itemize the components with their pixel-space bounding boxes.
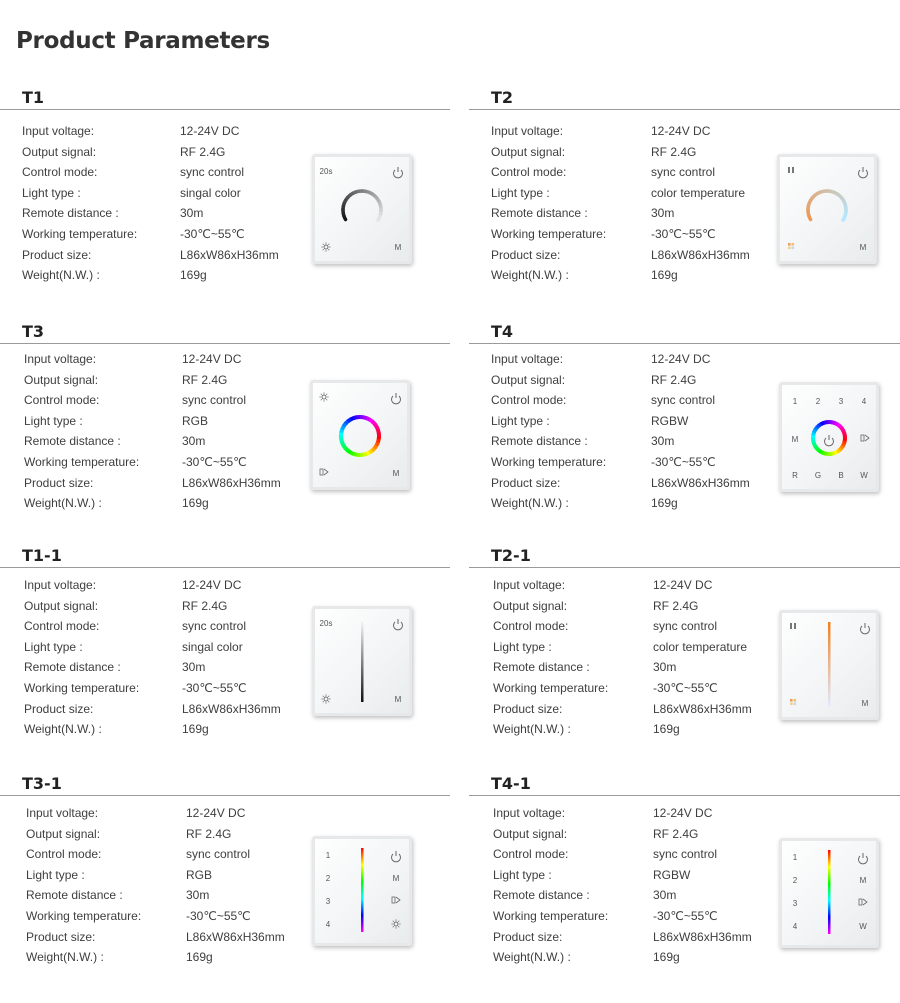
spec-value: L86xW86xH36mm — [653, 701, 752, 716]
zone-key: 2 — [325, 874, 331, 883]
section-divider — [469, 795, 900, 796]
panel-graphic — [777, 154, 877, 264]
spec-value: 12-24V DC — [651, 124, 711, 138]
panel-graphic — [312, 154, 412, 264]
spec-value: RF 2.4G — [182, 598, 228, 613]
spec-label: Input voltage: — [493, 578, 566, 592]
spec-label: Input voltage: — [491, 124, 564, 138]
spec-value: RF 2.4G — [186, 826, 232, 841]
spec-label: Weight(N.W.) : — [491, 496, 569, 511]
speed-icon — [861, 435, 869, 441]
spec-value: 169g — [182, 722, 209, 737]
product-name: T4 — [491, 322, 514, 341]
power-icon — [392, 851, 401, 862]
wall-panel-image — [312, 154, 412, 264]
panel-graphic — [779, 382, 879, 492]
slider-bar — [828, 622, 831, 706]
spec-value: L86xW86xH36mm — [182, 701, 281, 716]
panel-graphic — [779, 838, 879, 948]
mode-key: M — [791, 435, 799, 444]
spec-value: RGB — [186, 867, 213, 882]
spec-value: color temperature — [651, 185, 746, 200]
spec-value: 169g — [180, 268, 207, 283]
spec-label: Weight(N.W.) : — [26, 950, 104, 965]
spec-label: Input voltage: — [24, 352, 97, 366]
panel-key-label: 20s — [319, 619, 333, 628]
product-name: T4-1 — [491, 774, 531, 793]
section-divider — [0, 109, 450, 110]
zone-key: 3 — [792, 899, 798, 908]
spec-value: RF 2.4G — [651, 372, 697, 387]
spec-label: Output signal: — [24, 598, 99, 613]
speed-icon — [320, 469, 328, 475]
zone-key: 4 — [792, 922, 798, 931]
zone-key: 4 — [325, 920, 331, 929]
power-icon — [859, 167, 868, 178]
spec-label: Product size: — [493, 929, 563, 944]
zone-key: 2 — [792, 876, 798, 885]
spec-value: 169g — [653, 722, 680, 737]
wall-panel-image — [779, 838, 879, 948]
spec-value: sync control — [651, 165, 716, 180]
pause-icon — [788, 167, 794, 173]
zone-key: 3 — [838, 397, 844, 406]
spec-value: -30℃~55℃ — [182, 455, 247, 469]
spec-value: L86xW86xH36mm — [182, 475, 281, 490]
spec-label: Control mode: — [493, 847, 569, 862]
product-block — [469, 322, 900, 542]
section-divider — [469, 343, 900, 344]
panel-graphic — [779, 610, 879, 720]
wall-panel-image — [312, 606, 412, 716]
panel-graphic — [312, 606, 412, 716]
zone-key: 4 — [861, 397, 867, 406]
spec-value: 30m — [651, 434, 675, 449]
spec-value: 30m — [653, 660, 677, 675]
spec-label: Working temperature: — [491, 227, 607, 241]
spec-label: Working temperature: — [493, 681, 609, 695]
spec-label: Weight(N.W.) : — [22, 268, 100, 283]
page-title: Product Parameters — [16, 28, 270, 54]
spec-label: Output signal: — [491, 144, 566, 159]
spec-label: Control mode: — [24, 619, 100, 634]
spec-label: Working temperature: — [24, 455, 140, 469]
slider-bar — [828, 850, 831, 934]
spec-label: Remote distance : — [491, 434, 588, 449]
spec-value: -30℃~55℃ — [186, 909, 251, 923]
spec-value: 30m — [180, 206, 204, 221]
dimmer-arc-segment — [378, 216, 380, 220]
spec-label: Product size: — [491, 475, 561, 490]
zone-key: 3 — [325, 897, 331, 906]
spec-label: Output signal: — [493, 598, 568, 613]
product-name: T1-1 — [22, 546, 62, 565]
spec-value: RGBW — [653, 867, 691, 882]
spec-value: sync control — [653, 847, 718, 862]
spec-label: Light type : — [493, 639, 552, 654]
panel-key-label: M — [859, 876, 867, 885]
zone-key: 1 — [792, 853, 798, 862]
spec-label: Light type : — [24, 639, 83, 654]
spec-label: Input voltage: — [24, 578, 97, 592]
sun-icon — [391, 919, 400, 928]
product-block — [469, 546, 900, 766]
channel-key: R — [792, 471, 798, 480]
spec-label: Working temperature: — [491, 455, 607, 469]
spec-label: Control mode: — [22, 165, 98, 180]
product-name: T1 — [22, 88, 45, 107]
spec-value: L86xW86xH36mm — [180, 247, 279, 262]
spec-value: 30m — [182, 434, 206, 449]
section-divider — [0, 343, 450, 344]
grid-icon — [790, 699, 796, 705]
product-name: T2-1 — [491, 546, 531, 565]
section-divider — [0, 567, 450, 568]
spec-label: Product size: — [493, 701, 563, 716]
spec-label: Product size: — [24, 701, 94, 716]
spec-label: Light type : — [491, 185, 550, 200]
dimmer-arc-segment — [843, 216, 845, 220]
wall-panel-image — [777, 154, 877, 264]
spec-label: Remote distance : — [493, 888, 590, 903]
spec-value: RF 2.4G — [651, 144, 697, 159]
spec-value: 12-24V DC — [182, 352, 242, 366]
channel-key: G — [814, 471, 822, 480]
spec-label: Working temperature: — [22, 227, 138, 241]
spec-value: singal color — [182, 639, 243, 654]
grid-icon — [788, 243, 794, 249]
sun-icon — [321, 242, 330, 251]
spec-label: Remote distance : — [24, 434, 121, 449]
section-divider — [469, 567, 900, 568]
zone-key: 1 — [325, 851, 331, 860]
spec-value: singal color — [180, 185, 241, 200]
panel-key-label: M — [394, 243, 402, 252]
section-divider — [469, 109, 900, 110]
spec-label: Output signal: — [26, 826, 101, 841]
power-icon — [394, 619, 403, 630]
spec-value: sync control — [186, 847, 251, 862]
power-icon — [825, 435, 834, 446]
wall-panel-image — [312, 836, 412, 946]
product-block — [469, 88, 900, 308]
slider-bar — [361, 848, 364, 932]
spec-value: L86xW86xH36mm — [186, 929, 285, 944]
spec-value: color temperature — [653, 639, 748, 654]
channel-key: W — [860, 471, 868, 480]
spec-label: Working temperature: — [26, 909, 142, 923]
spec-value: sync control — [182, 619, 247, 634]
spec-value: RF 2.4G — [180, 144, 226, 159]
spec-value: -30℃~55℃ — [651, 455, 716, 469]
panel-key-label: 20s — [319, 167, 333, 176]
power-icon — [392, 393, 401, 404]
wall-panel-image — [779, 382, 879, 492]
spec-value: 12-24V DC — [186, 806, 246, 820]
spec-label: Remote distance : — [493, 660, 590, 675]
product-block — [469, 774, 900, 994]
spec-value: 30m — [182, 660, 206, 675]
product-name: T3-1 — [22, 774, 62, 793]
product-block — [0, 88, 450, 308]
spec-value: RF 2.4G — [653, 598, 699, 613]
spec-value: 12-24V DC — [180, 124, 240, 138]
spec-label: Remote distance : — [22, 206, 119, 221]
spec-value: 169g — [182, 496, 209, 511]
spec-label: Light type : — [22, 185, 81, 200]
speed-icon — [859, 899, 867, 905]
spec-label: Working temperature: — [493, 909, 609, 923]
wall-panel-image — [310, 380, 410, 490]
channel-key: B — [838, 471, 844, 480]
spec-value: 169g — [186, 950, 213, 965]
spec-label: Input voltage: — [493, 806, 566, 820]
spec-label: Remote distance : — [24, 660, 121, 675]
spec-label: Output signal: — [491, 372, 566, 387]
panel-graphic — [310, 380, 410, 490]
spec-value: L86xW86xH36mm — [653, 929, 752, 944]
spec-label: Light type : — [491, 413, 550, 428]
spec-label: Weight(N.W.) : — [24, 722, 102, 737]
panel-key-label: M — [861, 699, 869, 708]
spec-label: Control mode: — [493, 619, 569, 634]
spec-label: Output signal: — [22, 144, 97, 159]
zone-key: 2 — [815, 397, 821, 406]
product-block — [0, 322, 450, 542]
panel-graphic — [312, 836, 412, 946]
spec-label: Weight(N.W.) : — [493, 722, 571, 737]
spec-label: Light type : — [24, 413, 83, 428]
spec-value: 30m — [186, 888, 210, 903]
spec-value: -30℃~55℃ — [180, 227, 245, 241]
spec-label: Input voltage: — [26, 806, 99, 820]
spec-value: L86xW86xH36mm — [651, 247, 750, 262]
power-icon — [861, 623, 870, 634]
spec-value: sync control — [180, 165, 245, 180]
spec-value: L86xW86xH36mm — [651, 475, 750, 490]
spec-label: Control mode: — [491, 165, 567, 180]
spec-label: Input voltage: — [22, 124, 95, 138]
spec-label: Output signal: — [493, 826, 568, 841]
spec-label: Product size: — [491, 247, 561, 262]
spec-value: -30℃~55℃ — [182, 681, 247, 695]
spec-label: Control mode: — [24, 393, 100, 408]
product-block — [0, 774, 450, 994]
spec-label: Weight(N.W.) : — [493, 950, 571, 965]
spec-value: 12-24V DC — [653, 578, 713, 592]
power-icon — [859, 853, 868, 864]
spec-value: -30℃~55℃ — [653, 909, 718, 923]
panel-key-label: M — [859, 243, 867, 252]
spec-label: Product size: — [26, 929, 96, 944]
panel-key-label: M — [394, 695, 402, 704]
spec-label: Product size: — [24, 475, 94, 490]
zone-key: 1 — [792, 397, 798, 406]
spec-value: sync control — [182, 393, 247, 408]
spec-value: RF 2.4G — [653, 826, 699, 841]
section-divider — [0, 795, 450, 796]
spec-value: 169g — [651, 268, 678, 283]
spec-label: Weight(N.W.) : — [491, 268, 569, 283]
spec-label: Remote distance : — [26, 888, 123, 903]
spec-label: Control mode: — [491, 393, 567, 408]
spec-value: 169g — [651, 496, 678, 511]
sun-icon — [321, 694, 330, 703]
slider-bar — [361, 618, 364, 702]
spec-value: RF 2.4G — [182, 372, 228, 387]
panel-key-label: M — [392, 469, 400, 478]
product-name: T3 — [22, 322, 45, 341]
spec-value: -30℃~55℃ — [653, 681, 718, 695]
spec-value: sync control — [651, 393, 716, 408]
spec-label: Product size: — [22, 247, 92, 262]
spec-value: -30℃~55℃ — [651, 227, 716, 241]
product-block — [0, 546, 450, 766]
spec-label: Output signal: — [24, 372, 99, 387]
panel-key-label: M — [392, 874, 400, 883]
spec-label: Input voltage: — [491, 352, 564, 366]
spec-value: 12-24V DC — [653, 806, 713, 820]
spec-value: 169g — [653, 950, 680, 965]
power-icon — [394, 167, 403, 178]
spec-value: 30m — [651, 206, 675, 221]
spec-label: Light type : — [26, 867, 85, 882]
product-name: T2 — [491, 88, 514, 107]
spec-value: 12-24V DC — [182, 578, 242, 592]
pause-icon — [790, 623, 796, 629]
spec-value: 30m — [653, 888, 677, 903]
speed-icon — [392, 897, 400, 903]
spec-label: Remote distance : — [491, 206, 588, 221]
panel-key-label: W — [859, 922, 867, 931]
wall-panel-image — [779, 610, 879, 720]
spec-value: RGBW — [651, 413, 689, 428]
spec-value: sync control — [653, 619, 718, 634]
spec-label: Light type : — [493, 867, 552, 882]
sun-icon — [319, 392, 328, 401]
spec-label: Control mode: — [26, 847, 102, 862]
spec-label: Working temperature: — [24, 681, 140, 695]
spec-value: RGB — [182, 413, 209, 428]
spec-label: Weight(N.W.) : — [24, 496, 102, 511]
spec-value: 12-24V DC — [651, 352, 711, 366]
